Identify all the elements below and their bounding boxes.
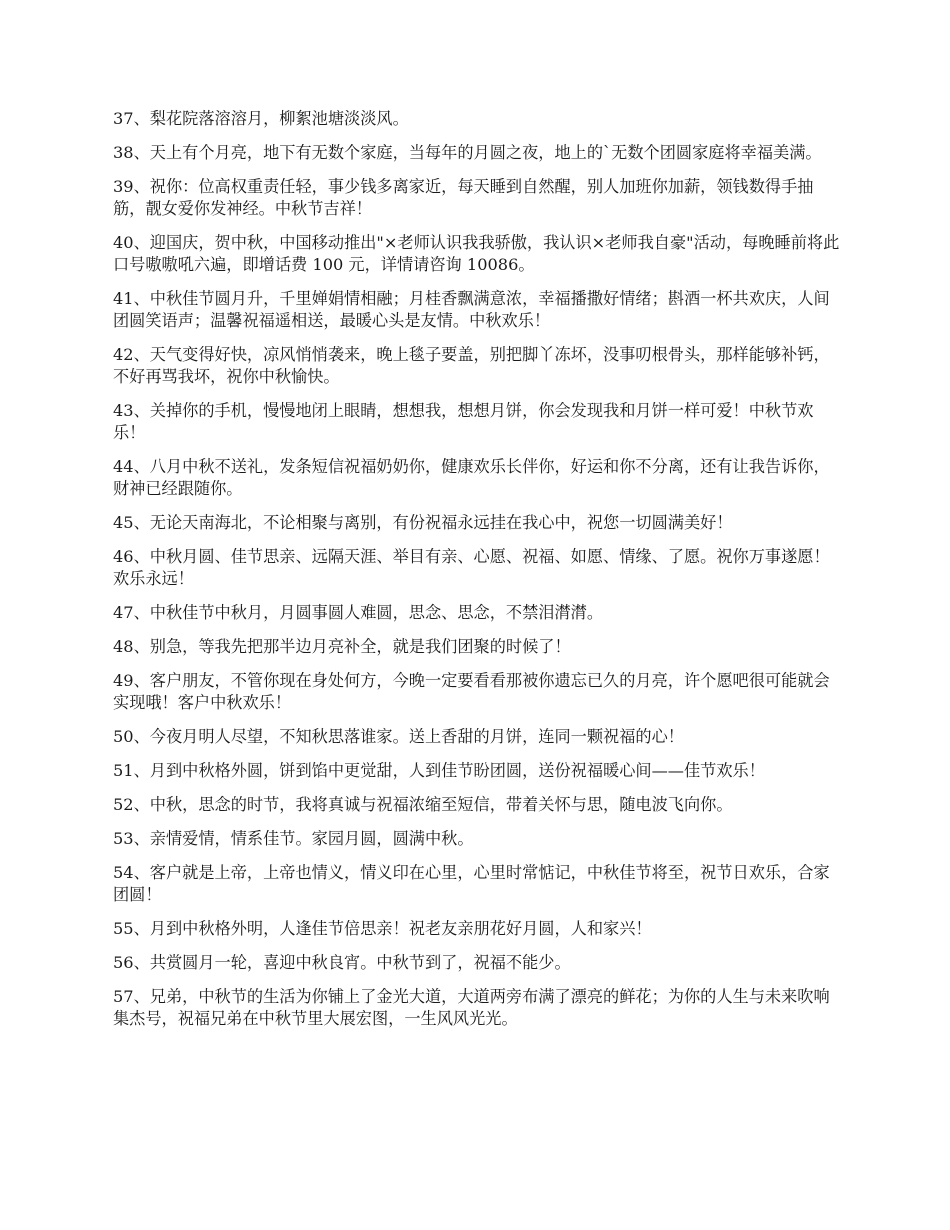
- paragraph-55: 55、月到中秋格外明，人逢佳节倍思亲！祝老友亲朋花好月圆，人和家兴！: [113, 919, 652, 938]
- paragraph-40: 40、迎国庆，贺中秋，中国移动推出"×老师认识我我骄傲，我认识×老师我自豪"活动，每晚睡前将此口号嗷嗷吼六遍，即增话费 100 元，详情请咨询 10086。: [113, 233, 840, 274]
- paragraph-54: 54、客户就是上帝，上帝也情义，情义印在心里，心里时常惦记，中秋佳节将至，祝节日欢乐，合家团圆！: [113, 863, 830, 904]
- paragraph-47: 47、中秋佳节中秋月，月圆事圆人难圆，思念、思念，不禁泪潸潸。: [113, 603, 604, 622]
- paragraph-41: 41、中秋佳节圆月升，千里婵娟情相融；月桂香飘满意浓，幸福播撒好情绪；斟酒一杯共欢庆，人间团圆笑语声；温馨祝福遥相送，最暖心头是友情。中秋欢乐！: [113, 289, 830, 330]
- paragraph-53: 53、亲情爱情，情系佳节。家园月圆，圆满中秋。: [113, 829, 474, 848]
- paragraph-43: 43、关掉你的手机，慢慢地闭上眼睛，想想我，想想月饼，你会发现我和月饼一样可爱！中秋节欢乐！: [113, 401, 814, 442]
- paragraph-56: 56、共赏圆月一轮，喜迎中秋良宵。中秋节到了，祝福不能少。: [113, 953, 571, 972]
- paragraph-38: 38、天上有个月亮，地下有无数个家庭，当每年的月圆之夜，地上的`无数个团圆家庭将幸福美满。: [113, 143, 822, 162]
- paragraph-45: 45、无论天南海北，不论相聚与离别，有份祝福永远挂在我心中，祝您一切圆满美好！: [113, 513, 733, 532]
- paragraph-51: 51、月到中秋格外圆，饼到馅中更觉甜，人到佳节盼团圆，送份祝福暖心间——佳节欢乐！: [113, 761, 765, 780]
- document-body: [113, 108, 843, 1042]
- paragraph-46: 46、中秋月圆、佳节思亲、远隔天涯、举目有亲、心愿、祝福、如愿、情缘、了愿。祝你万事遂愿！欢乐永远！: [113, 547, 830, 588]
- paragraph-42: 42、天气变得好快，凉风悄悄袭来，晚上毯子要盖，别把脚丫冻坏，没事叨根骨头，那样能够补钙，不好再骂我坏，祝你中秋愉快。: [113, 345, 830, 386]
- paragraph-49: 49、客户朋友，不管你现在身处何方，今晚一定要看看那被你遗忘已久的月亮，许个愿吧很可能就会实现哦！客户中秋欢乐！: [113, 671, 830, 712]
- paragraph-48: 48、别急，等我先把那半边月亮补全，就是我们团聚的时候了！: [113, 637, 571, 656]
- paragraph-37: 37、梨花院落溶溶月，柳絮池塘淡淡风。: [113, 109, 409, 128]
- paragraph-39: 39、祝你：位高权重责任轻，事少钱多离家近，每天睡到自然醒，别人加班你加薪，领钱数得手抽筋，靓女爱你发神经。中秋节吉祥！: [113, 177, 814, 218]
- paragraph-52: 52、中秋，思念的时节，我将真诚与祝福浓缩至短信，带着关怀与思，随电波飞向你。: [113, 795, 733, 814]
- paragraph-50: 50、今夜月明人尽望，不知秋思落谁家。送上香甜的月饼，连同一颗祝福的心！: [113, 727, 684, 746]
- paragraph-57: 57、兄弟，中秋节的生活为你铺上了金光大道，大道两旁布满了漂亮的鲜花；为你的人生与未来吹响集杰号，祝福兄弟在中秋节里大展宏图，一生风风光光。: [113, 987, 830, 1028]
- paragraph-44: 44、八月中秋不送礼，发条短信祝福奶奶你，健康欢乐长伴你，好运和你不分离，还有让我告诉你，财神已经跟随你。: [113, 457, 830, 498]
